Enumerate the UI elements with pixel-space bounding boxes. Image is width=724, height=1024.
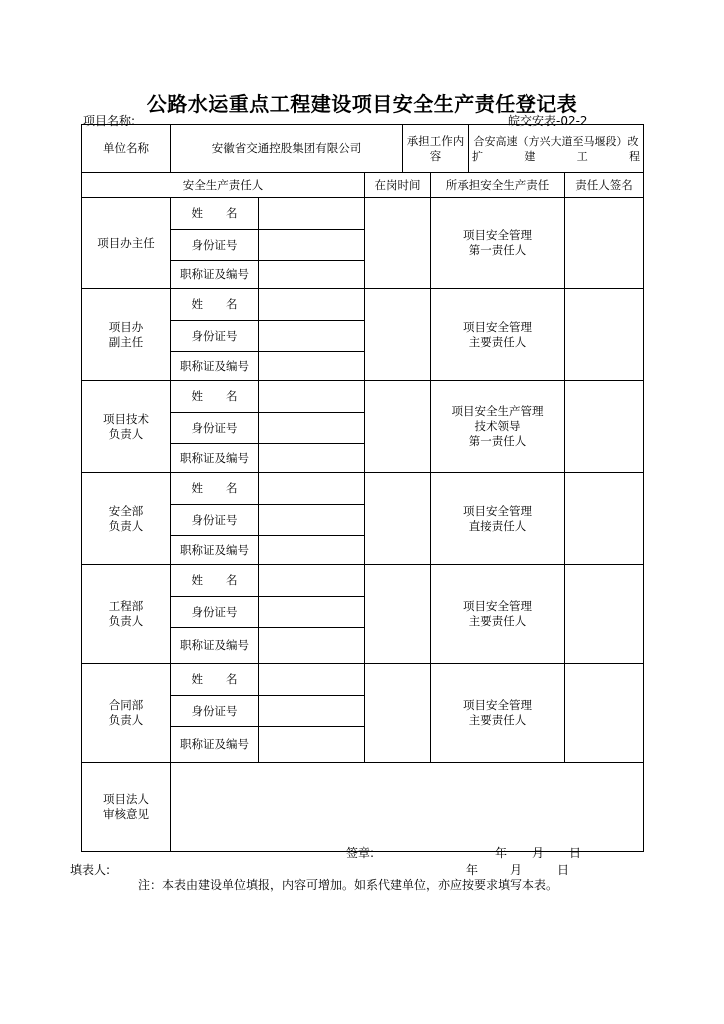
project-name-label: 项目名称: xyxy=(83,114,136,128)
name-label: 姓 名 xyxy=(171,381,259,413)
name-value[interactable] xyxy=(259,381,365,413)
registration-table xyxy=(81,124,644,860)
id-number-value[interactable] xyxy=(259,597,365,628)
title-cert-label: 职称证及编号 xyxy=(171,352,259,381)
name-value[interactable] xyxy=(259,664,365,696)
role-label: 工程部 负责人 xyxy=(82,565,171,664)
id-number-value[interactable] xyxy=(259,696,365,727)
col-signature: 责任人签名 xyxy=(565,173,644,198)
signature-cell[interactable] xyxy=(565,381,644,473)
id-number-value[interactable] xyxy=(259,505,365,536)
on-duty-time-value[interactable] xyxy=(365,565,431,664)
name-label: 姓 名 xyxy=(171,565,259,597)
review-row xyxy=(82,763,644,852)
title-cert-label: 职称证及编号 xyxy=(171,727,259,763)
id-number-value[interactable] xyxy=(259,413,365,444)
id-number-label: 身份证号 xyxy=(171,505,259,536)
column-header-row xyxy=(82,173,644,198)
name-value[interactable] xyxy=(259,289,365,321)
title-cert-value[interactable] xyxy=(259,444,365,473)
name-label: 姓 名 xyxy=(171,198,259,230)
role-label: 项目办主任 xyxy=(82,198,171,289)
id-number-value[interactable] xyxy=(259,321,365,352)
title-cert-label: 职称证及编号 xyxy=(171,444,259,473)
id-number-label: 身份证号 xyxy=(171,321,259,352)
title-cert-label: 职称证及编号 xyxy=(171,536,259,565)
filler-label: 填表人: xyxy=(70,863,111,877)
footer-month: 月 xyxy=(510,863,523,877)
id-number-value[interactable] xyxy=(259,230,365,261)
role-row xyxy=(82,289,644,321)
name-value[interactable] xyxy=(259,198,365,230)
header-row xyxy=(82,125,644,173)
on-duty-time-value[interactable] xyxy=(365,473,431,565)
name-value[interactable] xyxy=(259,565,365,597)
review-day: 日 xyxy=(569,846,582,860)
role-row xyxy=(82,664,644,696)
role-row xyxy=(82,473,644,505)
name-label: 姓 名 xyxy=(171,664,259,696)
unit-name-label: 单位名称 xyxy=(82,125,171,173)
signature-cell[interactable] xyxy=(565,473,644,565)
footer-note: 注：本表由建设单位填报，内容可增加。如系代建单位，亦应按要求填写本表。 xyxy=(138,878,559,892)
role-label: 合同部 负责人 xyxy=(82,664,171,763)
name-value[interactable] xyxy=(259,473,365,505)
on-duty-time-value[interactable] xyxy=(365,381,431,473)
col-responsible-person: 安全生产责任人 xyxy=(82,173,365,198)
id-number-label: 身份证号 xyxy=(171,230,259,261)
title-cert-value[interactable] xyxy=(259,727,365,763)
name-label: 姓 名 xyxy=(171,289,259,321)
page-title: 公路水运重点工程建设项目安全生产责任登记表 xyxy=(146,92,578,116)
seal-label: 签章: xyxy=(346,846,375,860)
id-number-label: 身份证号 xyxy=(171,696,259,727)
footer-day: 日 xyxy=(557,863,570,877)
unit-name-value: 安徽省交通控股集团有限公司 xyxy=(171,125,403,173)
title-cert-label: 职称证及编号 xyxy=(171,628,259,664)
title-cert-label: 职称证及编号 xyxy=(171,261,259,289)
review-opinion-area[interactable] xyxy=(171,763,644,860)
role-row xyxy=(82,381,644,413)
title-cert-value[interactable] xyxy=(259,352,365,381)
name-label: 姓 名 xyxy=(171,473,259,505)
responsibility-text: 项目安全管理 直接责任人 xyxy=(431,473,565,565)
signature-cell[interactable] xyxy=(565,198,644,289)
signature-cell[interactable] xyxy=(565,289,644,381)
id-number-label: 身份证号 xyxy=(171,413,259,444)
responsibility-text: 项目安全管理 主要责任人 xyxy=(431,289,565,381)
responsibility-text: 项目安全管理 第一责任人 xyxy=(431,198,565,289)
form-code: 皖交安表-02-2 xyxy=(508,114,588,128)
role-label: 项目技术 负责人 xyxy=(82,381,171,473)
responsibility-text: 项目安全管理 主要责任人 xyxy=(431,664,565,763)
title-cert-value[interactable] xyxy=(259,261,365,289)
signature-cell[interactable] xyxy=(565,565,644,664)
role-row xyxy=(82,565,644,597)
responsibility-text: 项目安全管理 主要责任人 xyxy=(431,565,565,664)
review-year: 年 xyxy=(495,846,508,860)
work-content-value: 合安高速（方兴大道至马堰段）改扩建工程 xyxy=(469,125,644,173)
responsibility-text: 项目安全生产管理 技术领导 第一责任人 xyxy=(431,381,565,473)
review-month: 月 xyxy=(532,846,545,860)
title-cert-value[interactable] xyxy=(259,536,365,565)
on-duty-time-value[interactable] xyxy=(365,289,431,381)
review-label: 项目法人 审核意见 xyxy=(82,763,171,852)
on-duty-time-value[interactable] xyxy=(365,198,431,289)
work-content-label: 承担工作内容 xyxy=(403,125,469,173)
col-responsibility: 所承担安全生产责任 xyxy=(431,173,565,198)
role-row xyxy=(82,198,644,230)
title-cert-value[interactable] xyxy=(259,628,365,664)
on-duty-time-value[interactable] xyxy=(365,664,431,763)
col-on-duty-time: 在岗时间 xyxy=(365,173,431,198)
signature-cell[interactable] xyxy=(565,664,644,763)
id-number-label: 身份证号 xyxy=(171,597,259,628)
role-label: 安全部 负责人 xyxy=(82,473,171,565)
footer-year: 年 xyxy=(466,863,479,877)
role-label: 项目办 副主任 xyxy=(82,289,171,381)
